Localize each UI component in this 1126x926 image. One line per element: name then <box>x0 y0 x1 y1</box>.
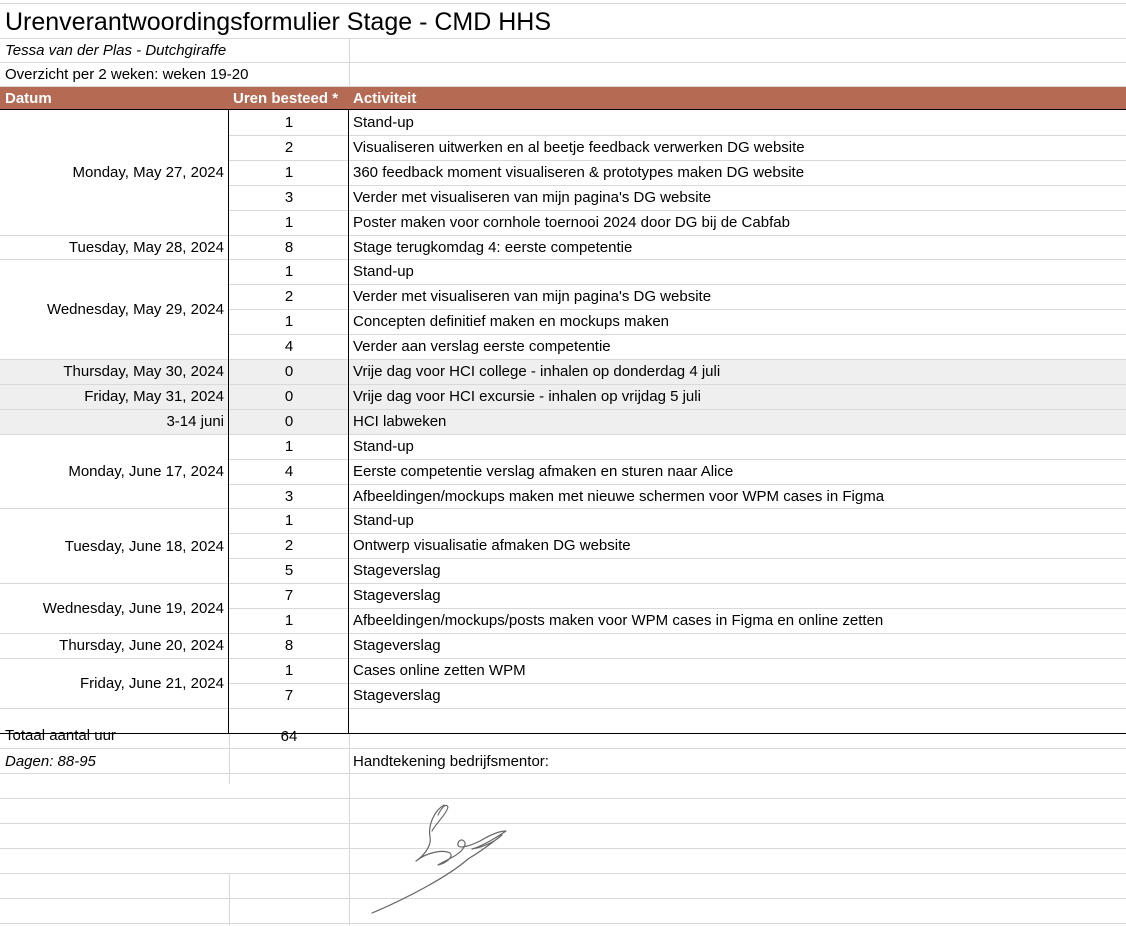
activity-cell: 360 feedback moment visualiseren & prototypes maken DG website <box>353 163 805 181</box>
hours-cell: 1 <box>284 263 294 281</box>
hours-cell: 3 <box>284 487 294 505</box>
column-header-date: Datum <box>5 90 52 107</box>
hours-cell: 8 <box>284 636 294 654</box>
form-title: Urenverantwoordingsformulier Stage - CMD HHS <box>5 8 552 36</box>
activity-cell: Stand-up <box>353 512 414 530</box>
date-cell: Wednesday, May 29, 2024 <box>46 301 224 319</box>
column-border <box>348 110 349 734</box>
activity-cell: Afbeeldingen/mockups/posts maken voor WPM cases in Figma en online zetten <box>353 612 884 629</box>
gridline <box>349 38 350 87</box>
activity-cell: Poster maken voor cornhole toernooi 2024 door DG bij de Cabfab <box>353 213 790 231</box>
activity-cell: Stage terugkomdag 4: eerste competentie <box>353 238 633 256</box>
column-border <box>228 110 229 734</box>
activity-cell: Stand-up <box>353 437 414 455</box>
hours-cell: 1 <box>284 114 294 131</box>
hours-cell: 2 <box>284 138 294 156</box>
gridline <box>229 873 230 926</box>
hours-cell: 0 <box>284 412 294 430</box>
gridline <box>0 3 1126 4</box>
gridline <box>0 708 1126 709</box>
signature-image <box>360 795 530 920</box>
activity-cell: Vrije dag voor HCI college - inhalen op donderdag 4 juli <box>353 363 721 380</box>
hours-cell: 7 <box>284 686 294 704</box>
hours-cell: 1 <box>284 512 294 530</box>
date-cell: Thursday, May 30, 2024 <box>63 363 224 381</box>
hours-cell: 1 <box>284 612 294 629</box>
date-cell: Friday, May 31, 2024 <box>84 388 224 406</box>
overview-period: Overzicht per 2 weken: weken 19-20 <box>5 66 249 83</box>
activity-cell: Eerste competentie verslag afmaken en sturen naar Alice <box>353 462 734 480</box>
activity-cell: Stageverslag <box>353 562 441 580</box>
activity-cell: Verder met visualiseren van mijn pagina's DG website <box>353 188 712 206</box>
activity-cell: Stageverslag <box>353 636 441 654</box>
hours-cell: 3 <box>284 188 294 206</box>
date-cell: Thursday, June 20, 2024 <box>59 637 224 655</box>
gridline <box>349 734 350 926</box>
gridline <box>0 848 1126 849</box>
date-cell: Tuesday, May 28, 2024 <box>68 238 224 256</box>
hours-cell: 7 <box>284 587 294 605</box>
hours-cell: 1 <box>284 163 294 181</box>
gridline <box>0 873 1126 874</box>
column-header-activity: Activiteit <box>353 90 417 107</box>
activity-cell: Visualiseren uitwerken en al beetje feedback verwerken DG website <box>353 138 805 156</box>
days-label: Dagen: 88-95 <box>5 753 96 770</box>
hours-cell: 0 <box>284 387 294 405</box>
hours-cell: 2 <box>284 537 294 555</box>
activity-cell: Vrije dag voor HCI excursie - inhalen op vrijdag 5 juli <box>353 387 701 405</box>
hours-cell: 2 <box>284 288 294 306</box>
hours-cell: 4 <box>284 338 294 356</box>
date-cell: Monday, June 17, 2024 <box>68 463 224 481</box>
hours-cell: 1 <box>284 213 294 231</box>
date-cell: Wednesday, June 19, 2024 <box>42 600 224 617</box>
gridline <box>0 583 1126 584</box>
gridline <box>0 434 1126 435</box>
date-cell: Friday, June 21, 2024 <box>80 674 224 692</box>
activity-cell: Stand-up <box>353 263 414 281</box>
hours-cell: 4 <box>284 462 294 480</box>
gridline <box>0 798 1126 799</box>
gridline <box>0 823 1126 824</box>
activity-cell: Cases online zetten WPM <box>353 661 526 679</box>
table-header-row <box>0 87 1126 110</box>
activity-cell: Stand-up <box>353 114 414 131</box>
date-cell: Monday, May 27, 2024 <box>72 164 224 182</box>
activity-cell: Verder aan verslag eerste competentie <box>353 338 611 356</box>
hours-cell: 1 <box>284 661 294 679</box>
gridline <box>0 508 1126 509</box>
total-value: 64 <box>280 728 298 745</box>
table-header-border <box>0 109 1126 110</box>
activity-cell: Verder met visualiseren van mijn pagina's DG website <box>353 288 712 306</box>
signature-label: Handtekening bedrijfsmentor: <box>353 753 549 770</box>
date-cell: 3-14 juni <box>166 413 224 431</box>
hours-cell: 5 <box>284 562 294 580</box>
student-name: Tessa van der Plas - Dutchgiraffe <box>5 42 227 59</box>
hours-cell: 8 <box>284 238 294 256</box>
activity-cell: Afbeeldingen/mockups maken met nieuwe schermen voor WPM cases in Figma <box>353 487 885 505</box>
date-cell: Tuesday, June 18, 2024 <box>64 537 224 555</box>
column-header-hours: Uren besteed * <box>233 90 339 107</box>
gridline <box>0 923 1126 924</box>
activity-cell: HCI labweken <box>353 412 447 430</box>
hours-cell: 1 <box>284 313 294 331</box>
hours-cell: 0 <box>284 363 294 380</box>
gridline <box>0 748 1126 749</box>
gridline <box>0 658 1126 659</box>
hours-cell: 1 <box>284 437 294 455</box>
total-label: Totaal aantal uur <box>5 727 116 744</box>
gridline <box>0 898 1126 899</box>
activity-cell: Ontwerp visualisatie afmaken DG website <box>353 537 631 555</box>
activity-cell: Concepten definitief maken en mockups maken <box>353 313 670 331</box>
activity-cell: Stageverslag <box>353 686 441 704</box>
gridline <box>0 259 1126 260</box>
activity-cell: Stageverslag <box>353 587 441 605</box>
